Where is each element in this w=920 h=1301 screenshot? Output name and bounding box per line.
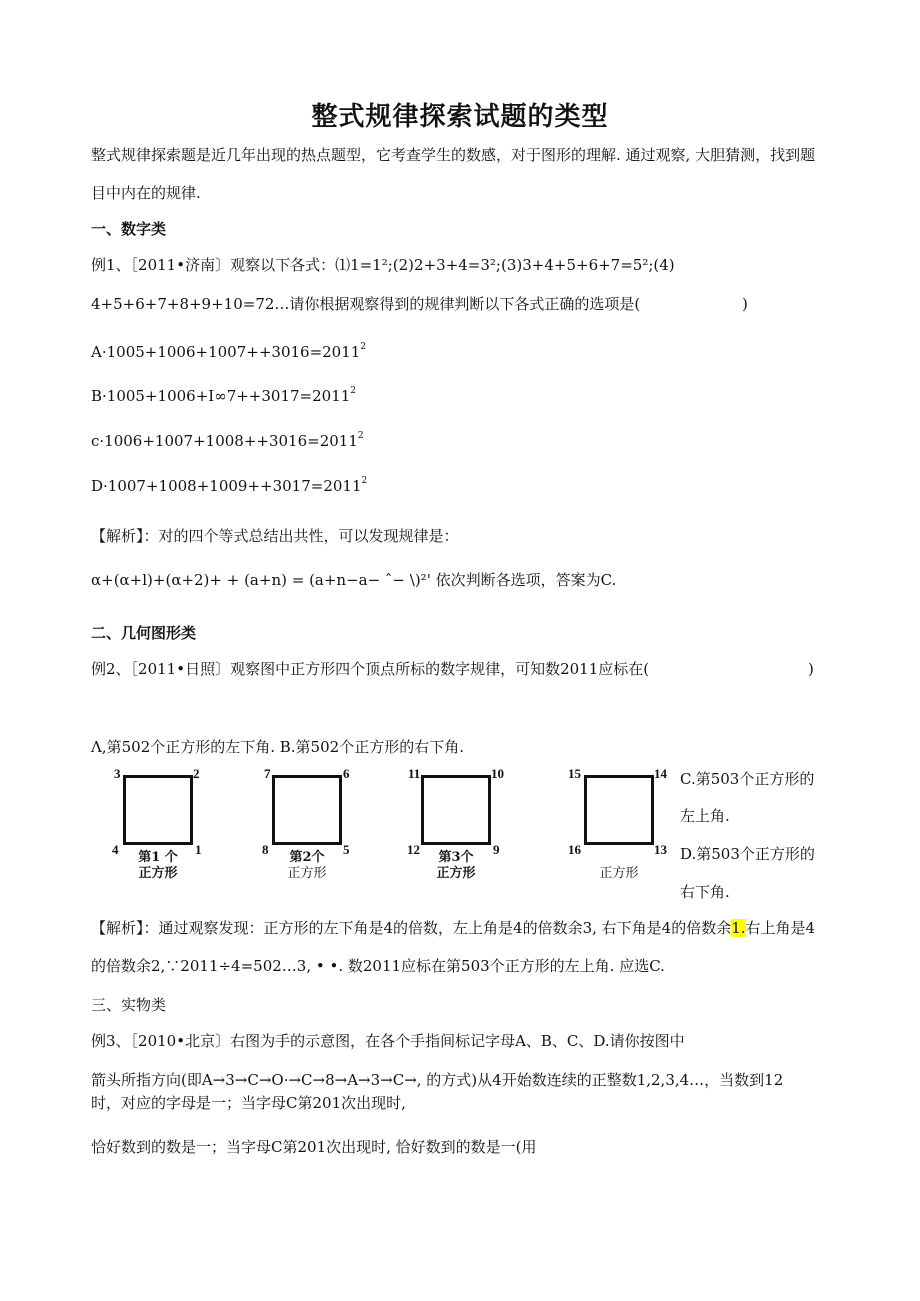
- square-4-top-left-number: 15: [568, 766, 581, 781]
- example-2-options-ab: Λ,第502个正方形的左下角. B.第502个正方形的右下角.: [91, 738, 464, 756]
- example-2-option-c-line-2: 左上角.: [680, 807, 730, 825]
- page-title: 整式规律探索试题的类型: [311, 102, 609, 132]
- square-4-caption: 正方形: [599, 866, 639, 882]
- intro-line-2: 目中内在的规律.: [91, 184, 201, 202]
- example-2-paren: ): [808, 660, 814, 678]
- example-1-analysis: 【解析】：对的四个等式总结出共性，可以发现规律是：: [91, 527, 459, 545]
- example-1-line-2: 4+5+6+7+8+9+10=72…请你根据观察得到的规律判断以下各式正确的选项是(: [91, 295, 641, 313]
- square-2-top-right-number: 6: [343, 766, 350, 781]
- square-3-bottom-left-number: 12: [407, 842, 420, 857]
- square-1-caption: 第1 个 正方形: [138, 850, 178, 882]
- square-3-top-right-number: 10: [491, 766, 504, 781]
- option-a: $A\cdot 1005+1006+1007++3016=2011^2$: [91, 342, 367, 361]
- example-2-analysis-line-1: 【解析】：通过观察发现：正方形的左下角是4的倍数，左上角是4的倍数余3, 右下角是4的倍数余1.右上角是4: [91, 919, 816, 937]
- highlighted-text: 1.: [731, 919, 746, 937]
- square-3-caption: 第3个 正方形: [436, 850, 476, 882]
- example-2-option-d-line-1: D.第503个正方形的: [680, 845, 815, 863]
- section-heading-objects: 三、实物类: [91, 996, 167, 1014]
- square-4-top-right-number: 14: [654, 766, 667, 781]
- square-3-bottom-right-number: 9: [493, 842, 500, 857]
- option-d: $D\cdot 1007+1008+1009++3017=2011^2$: [91, 476, 368, 495]
- example-3-line-2: 箭头所指方向(即A→3→C→O·→C→8→A→3→C→, 的方式)从4开始数连续的正整数1,2,3,4…，当数到12: [91, 1071, 784, 1089]
- square-1-bottom-left-number: 4: [112, 842, 119, 857]
- square-2-top-left-number: 7: [264, 766, 271, 781]
- option-b: $B\cdot 1005+1006+I\infty 7++3017=2011^2$: [91, 386, 357, 405]
- example-1-paren: ): [742, 295, 748, 313]
- example-1-formula: α+(α+l)+(α+2)+ + (a+n) = (a+n−a− ˆ− \)²' 依次判断各选项，答案为C.: [91, 571, 617, 589]
- square-2: [272, 775, 342, 845]
- square-1-bottom-right-number: 1: [195, 842, 202, 857]
- square-2-bottom-left-number: 8: [262, 842, 269, 857]
- section-heading-numbers: 一、数字类: [91, 220, 167, 238]
- square-1-top-left-number: 3: [114, 766, 121, 781]
- intro-line-1: 整式规律探索题是近几年出现的热点题型，它考查学生的数感，对于图形的理解. 通过观察, 大胆猜测，找到题: [91, 146, 816, 164]
- example-2-option-c-line-1: C.第503个正方形的: [680, 770, 815, 788]
- example-3-line-1: 例3、［2010•北京〕右图为手的示意图，在各个手指间标记字母A、B、C、D.请你按图中: [91, 1032, 685, 1050]
- square-3-top-left-number: 11: [408, 766, 421, 781]
- square-1-top-right-number: 2: [193, 766, 200, 781]
- section-heading-geometry: 二、几何图形类: [91, 624, 197, 642]
- square-4-bottom-right-number: 13: [654, 842, 667, 857]
- example-2-analysis-line-2: 的倍数余2,∵2011÷4=502…3, • •. 数2011应标在第503个正方形的左上角. 应选C.: [91, 957, 665, 975]
- square-4: [584, 775, 654, 845]
- square-2-bottom-right-number: 5: [343, 842, 350, 857]
- example-3-line-3: 时，对应的字母是一；当字母C第201次出现时,: [91, 1094, 406, 1112]
- example-2-line-1: 例2、［2011•日照〕观察图中正方形四个顶点所标的数字规律，可知数2011应标在(: [91, 660, 650, 678]
- example-3-line-4: 恰好数到的数是一；当字母C第201次出现时, 恰好数到的数是一(用: [91, 1138, 537, 1156]
- square-3: [421, 775, 491, 845]
- square-1: [123, 775, 193, 845]
- option-c: $c\cdot 1006+1007+1008++3016=2011^2$: [91, 431, 364, 450]
- example-2-option-d-line-2: 右下角.: [680, 883, 730, 901]
- example-1-line-1: 例1、［2011•济南〕观察以下各式：⑴1=1²;(2)2+3+4=3²;(3)3+4+5+6+7=5²;(4): [91, 256, 675, 274]
- square-2-caption: 第2个 正方形: [287, 850, 327, 882]
- square-4-bottom-left-number: 16: [568, 842, 581, 857]
